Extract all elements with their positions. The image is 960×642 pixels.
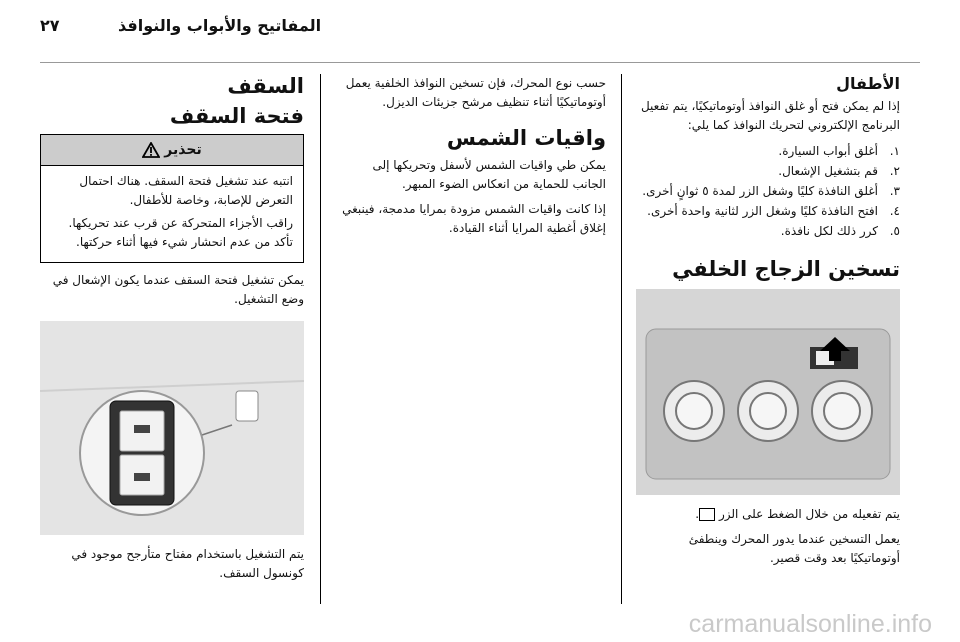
- column-divider-right: [621, 74, 622, 604]
- sun-visors-para1: يمكن طي واقيات الشمس لأسفل وتحريكها إلى الجانب للحماية من انعكاس الضوء المبهر.: [372, 158, 606, 191]
- step-text: كرر ذلك لكل نافذة.: [780, 224, 878, 238]
- roof-switch-illustration: [40, 321, 304, 535]
- chapter-title: المفاتيح والأبواب والنوافذ: [118, 16, 322, 35]
- step-number: ٤.: [889, 204, 900, 218]
- knob-left: [664, 381, 724, 441]
- header-rule: [40, 62, 920, 63]
- step-item: [636, 201, 900, 221]
- warning-para1: انتبه عند تشغيل فتحة السقف. هناك احتمال التعرض للإصابة، وخاصة للأطفال.: [79, 174, 293, 207]
- roof-switch-figure: [40, 321, 304, 535]
- step-item: [636, 181, 900, 201]
- step-number: ٥.: [889, 224, 900, 238]
- watermark-text: carmanualsonline.info: [688, 610, 932, 638]
- middle-column: [336, 74, 606, 244]
- sunroof-para2: يتم التشغيل باستخدام مفتاح متأرجح موجود في كونسول السقف.: [71, 547, 304, 580]
- rear-window-heat-icon: [699, 508, 715, 521]
- heated-glass-para2: يعمل التسخين عندما يدور المحرك وينطفئ أوتوماتيكيًا بعد وقت قصير.: [688, 532, 900, 565]
- step-number: ١.: [889, 144, 900, 158]
- steps-list: [636, 141, 900, 241]
- column-divider-left: [320, 74, 321, 604]
- warning-box: [40, 134, 304, 263]
- warning-triangle-icon: [142, 142, 160, 158]
- sun-visors-heading: واقيات الشمس: [446, 126, 606, 150]
- page-number: ٢٧: [40, 16, 60, 35]
- heated-glass-heading: تسخين الزجاج الخلفي: [672, 257, 900, 281]
- warning-para2: راقب الأجزاء المتحركة عن قرب عند تحريكها. تأكد من عدم انحشار شيء فيها أثناء حركتها.: [68, 216, 293, 249]
- children-intro: إذا لم يمكن فتح أو غلق النوافذ أوتوماتيكيًا، يتم تفعيل البرنامج الإلكتروني لتحريك النوافذ كما يلي:: [640, 99, 900, 132]
- left-column: [40, 74, 304, 589]
- step-text: افتح النافذة كليًا وشغل الزر لثانية واحدة أخرى.: [647, 204, 878, 218]
- heated-glass-para1-text: يتم تفعيله من خلال الضغط على الزر: [718, 507, 900, 521]
- roof-heading: السقف: [227, 74, 304, 98]
- step-item: [636, 161, 900, 181]
- step-item: [636, 141, 900, 161]
- dpf-para: حسب نوع المحرك، فإن تسخين النوافذ الخلفية يعمل أوتوماتيكيًا أثناء تنظيف مرشح جزيئات الديزل.: [345, 76, 606, 109]
- warning-header: [41, 135, 303, 166]
- step-text: أغلق النافذة كليًا وشغل الزر لمدة ٥ ثوانٍ أخرى.: [642, 184, 878, 198]
- right-column: [636, 74, 900, 574]
- step-text: أغلق أبواب السيارة.: [778, 144, 878, 158]
- page-header: [40, 16, 920, 40]
- step-number: ٣.: [889, 184, 900, 198]
- climate-panel-illustration: [636, 289, 900, 495]
- step-number: ٢.: [889, 164, 900, 178]
- warning-body: [41, 166, 303, 262]
- heated-glass-para1: يتم تفعيله من خلال الضغط على الزر .: [695, 507, 900, 521]
- sunroof-subheading: فتحة السقف: [169, 104, 304, 128]
- climate-panel-figure: [636, 289, 900, 495]
- step-item: [636, 221, 900, 241]
- sun-visors-para2: إذا كانت واقيات الشمس مزودة بمرايا مدمجة، فينبغي إغلاق أغطية المرايا أثناء القيادة.: [342, 202, 606, 235]
- step-text: قم بتشغيل الإشعال.: [778, 164, 878, 178]
- footer-watermark: [0, 610, 960, 639]
- children-heading: الأطفال: [836, 74, 900, 93]
- sunroof-para1: يمكن تشغيل فتحة السقف عندما يكون الإشعال في وضع التشغيل.: [52, 273, 304, 306]
- warning-title: تحذير: [164, 142, 202, 158]
